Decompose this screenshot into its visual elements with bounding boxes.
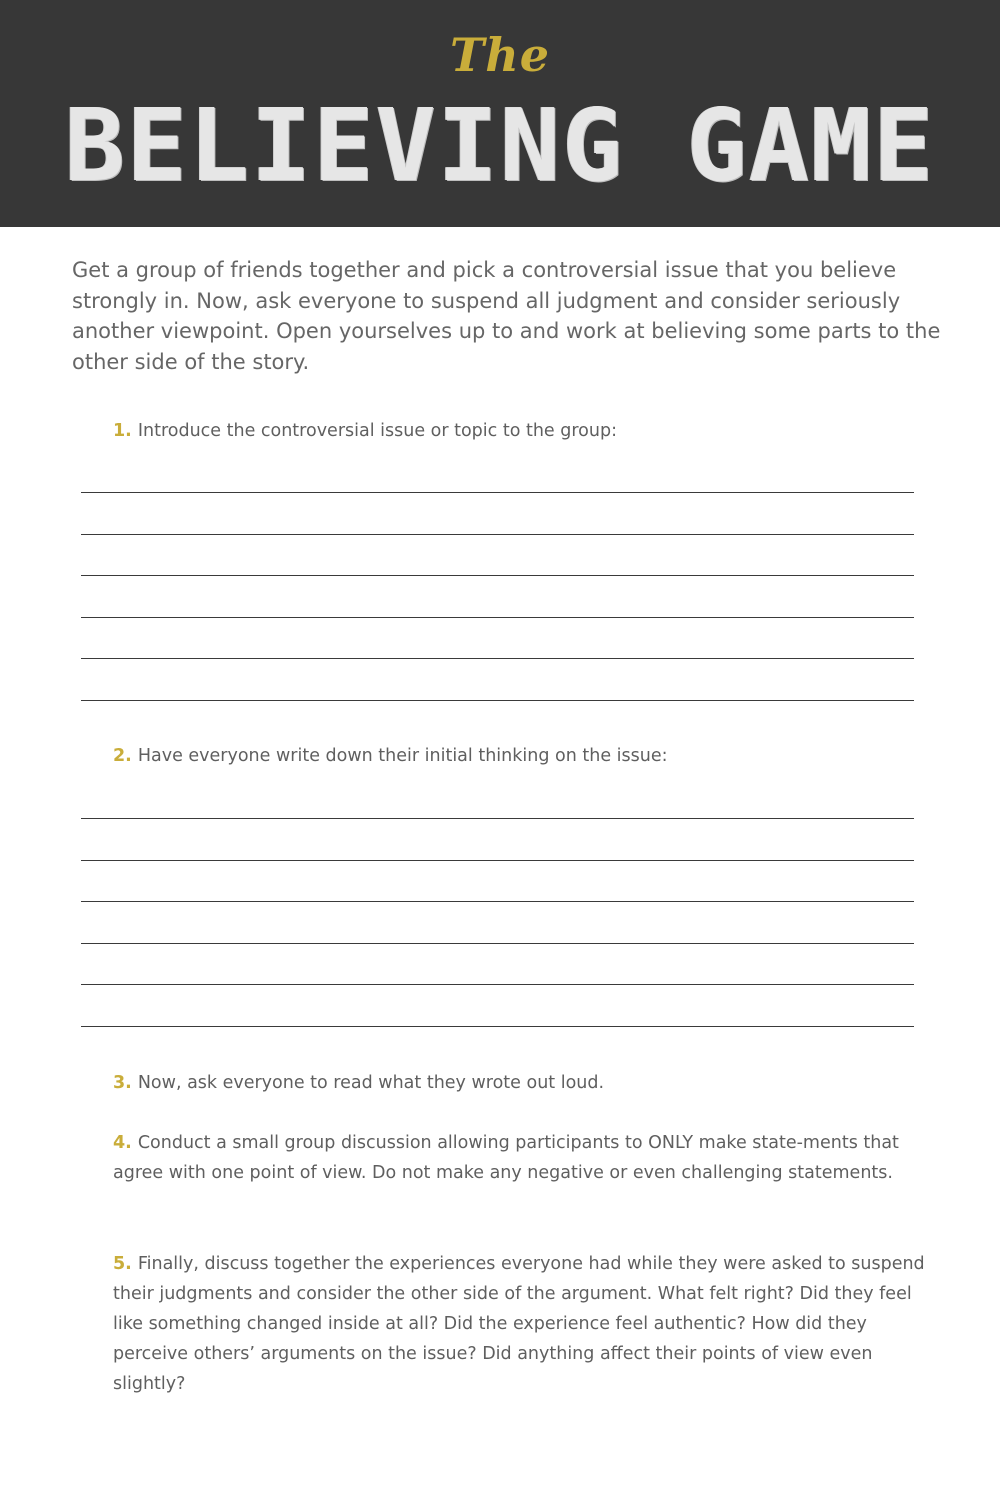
step-number: 2. xyxy=(113,746,132,766)
writing-line[interactable] xyxy=(81,617,914,618)
step-text: Finally, discuss together the experiences everyone had while they were asked to suspend their judgments and consider the other side of the argument. What felt right? Did they feel like something changed inside at all? Did the experience feel authentic? How did they perceive others’ arguments on the issue? Did anything affect their points of view even slightly? xyxy=(113,1254,925,1394)
writing-line[interactable] xyxy=(81,818,914,819)
writing-line[interactable] xyxy=(81,700,914,701)
header-banner xyxy=(0,0,1000,227)
step-5 xyxy=(113,1249,928,1399)
step-3 xyxy=(113,1068,928,1098)
step-number: 3. xyxy=(113,1073,132,1093)
step-4 xyxy=(113,1128,928,1188)
step-text: Introduce the controversial issue or topic to the group: xyxy=(137,421,617,441)
writing-line[interactable] xyxy=(81,901,914,902)
writing-line[interactable] xyxy=(81,943,914,944)
step-text: Now, ask everyone to read what they wrote out loud. xyxy=(137,1073,605,1093)
step-number: 5. xyxy=(113,1254,132,1274)
writing-line[interactable] xyxy=(81,658,914,659)
writing-line[interactable] xyxy=(81,984,914,985)
writing-line[interactable] xyxy=(81,575,914,576)
step-1 xyxy=(113,416,928,446)
intro-paragraph: Get a group of friends together and pick a controversial issue that you believe strongly in. Now, ask everyone to suspend all judgment and consider seriously another viewpoint. Open yourselves up to and work at believing some parts to the other side of the story. xyxy=(72,258,941,374)
writing-line[interactable] xyxy=(81,534,914,535)
step-2 xyxy=(113,741,928,771)
title-the: The xyxy=(450,28,550,82)
step-text: Have everyone write down their initial thinking on the issue: xyxy=(137,746,668,766)
step-number: 1. xyxy=(113,421,132,441)
step-text: Conduct a small group discussion allowing participants to ONLY make state-ments that agree with one point of view. Do not make any negative or even challenging statements. xyxy=(113,1133,899,1183)
step-number: 4. xyxy=(113,1133,132,1153)
writing-line[interactable] xyxy=(81,860,914,861)
writing-line[interactable] xyxy=(81,492,914,493)
page-title: BELIEVING GAME xyxy=(64,87,936,204)
writing-line[interactable] xyxy=(81,1026,914,1027)
